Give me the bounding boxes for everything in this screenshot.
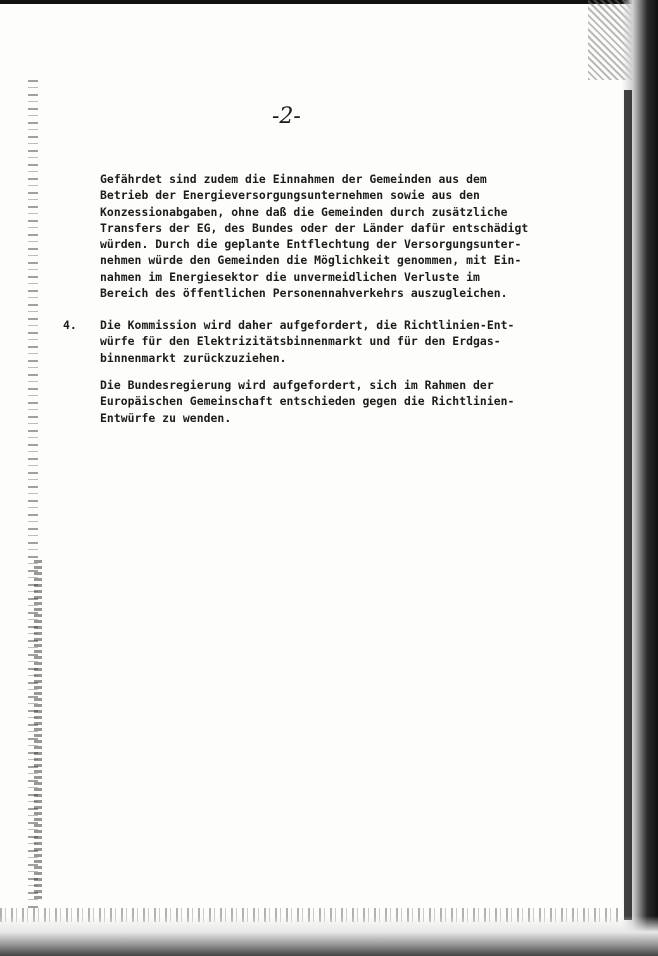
scan-right-shadow <box>624 90 632 920</box>
text-line: würfe für den Elektrizitätsbinnenmarkt und für den Erdgas- <box>100 334 501 349</box>
text-line: Die Kommission wird daher aufgefordert, die Richtlinien-Ent- <box>100 318 515 332</box>
list-item-number: 4. <box>63 318 77 332</box>
paragraph-commission-request <box>100 317 580 366</box>
text-line: würden. Durch die geplante Entflechtung der Versorgungsunter- <box>100 237 522 252</box>
text-line: Betrieb der Energieversorgungsunternehmen sowie aus den <box>100 188 480 203</box>
paragraph-federal-government-request <box>100 377 580 426</box>
page-number: -2- <box>272 104 301 129</box>
text-line: Europäischen Gemeinschaft entschieden gegen die Richtlinien- <box>100 394 515 409</box>
scan-left-edge-noise-lower <box>34 560 42 900</box>
text-line: binnenmarkt zurückzuziehen. <box>100 350 287 365</box>
scan-top-border <box>0 0 658 4</box>
scan-bottom-edge <box>0 916 658 956</box>
text-line: Entwürfe zu wenden. <box>100 410 232 425</box>
text-line: nehmen würde den Gemeinden die Möglichkeit genommen, mit Ein- <box>100 253 522 268</box>
text-line: Bereich des öffentlichen Personennahverkehrs auszugleichen. <box>100 286 508 301</box>
text-line: nahmen im Energiesektor die unvermeidlichen Verluste im <box>100 269 480 284</box>
text-line: Transfers der EG, des Bundes oder der Länder dafür entschädigt <box>100 220 529 235</box>
text-line: Die Bundesregierung wird aufgefordert, sich im Rahmen der <box>100 378 494 392</box>
text-line: Gefährdet sind zudem die Einnahmen der Gemeinden aus dem <box>100 172 487 186</box>
text-line: Konzessionabgaben, ohne daß die Gemeinden durch zusätzliche <box>100 204 508 219</box>
paragraph-municipal-revenue <box>100 171 580 301</box>
